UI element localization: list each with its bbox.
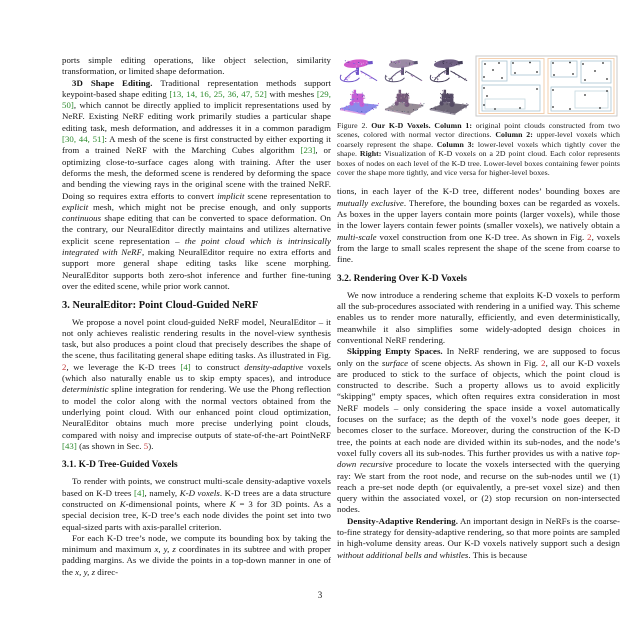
- citation-link[interactable]: [4]: [134, 487, 145, 498]
- text-segment: ).: [148, 440, 154, 451]
- citation-link[interactable]: [43]: [62, 440, 77, 451]
- text-segment: mutually exclusive: [337, 197, 404, 208]
- text-segment: Column 2:: [495, 130, 533, 140]
- text-segment: To render with points, we construct multi-scale density-adaptive voxels based on K-D trees: [62, 476, 331, 498]
- text-segment: Our K-D Voxels.: [371, 121, 431, 130]
- text-segment: Figure 2.: [337, 121, 372, 130]
- figure-image-scene1-original: [337, 55, 381, 85]
- text-segment: x, y, z: [75, 566, 96, 577]
- text-segment: density-adaptive: [244, 361, 304, 372]
- paragraph-kd-voxels: [62, 476, 331, 532]
- citation-link[interactable]: [29, 50]: [62, 88, 331, 111]
- text-segment: coordinates in its subtree and with proper padding margins. As we divide the points in a top-down manner in one of the: [62, 544, 331, 577]
- text-segment: We now introduce a rendering scheme that exploits K-D voxels to perform all the sub-procedures associated with rendering in a unified way. This scheme enables us to render more naturally, efficiently, and even deterministically, meanwhile it also simplifies some widely-adopted design choices in conventional NeRF rendering.: [337, 289, 620, 345]
- text-segment: spline integration for rendering. We use the Phong reflection to model the color along with the normal vectors obtained from the underlying point cloud. With our enhanced point cloud optimization, NeuralEditor obtains much more precise underlying point clouds, compared with noisy and imprecise outputs of state-of-the-art PointNeRF: [62, 384, 331, 440]
- text-segment: Right:: [359, 149, 382, 159]
- paragraph-density-adaptive: [337, 516, 620, 561]
- diagram-level3-box: [575, 91, 608, 108]
- text-segment: Traditional representation methods support keypoint-based shape editing: [62, 77, 331, 99]
- paragraph-continuation: [62, 55, 331, 78]
- text-segment: the point cloud which is intrinsically integrated with NeRF: [62, 235, 331, 258]
- text-segment: lower-level voxels which tightly cover the shape.: [337, 139, 620, 159]
- cross-reference-link[interactable]: 2: [62, 361, 67, 372]
- figure-image-scene1-upper-voxels: [382, 55, 426, 85]
- paragraph-bounding-box: [62, 533, 331, 578]
- text-segment: An important design in NeRFs is the coarse-to-fine strategy for density-adaptive rendering, so that more points are sampled in high-volume density areas. Our K-D voxels natively support such a design: [337, 515, 620, 549]
- text-segment: shape editing that can be converted to space deformation. On the contrary, our NeuralEditor directly maintains and utilizes alternative explicit scene representation –: [62, 213, 331, 246]
- text-segment: We propose a novel point cloud-guided NeRF model, NeuralEditor – it not only achieves realistic rendering results in the novel-view synthesis task, but also produces a point cloud that precisely describes the shape of the scene, thus facilitating general shape editing tasks. As illustrated in Fig.: [62, 316, 331, 361]
- text-segment: voxel construction from one K-D tree. As shown in Fig.: [376, 231, 588, 242]
- pointcloud-image-grid: [337, 55, 471, 116]
- text-segment: , all our K-D voxels are produced to stick to the surface of objects, which the point cloud is constructed to describe. Such a property allows us to avoid explicitly “skipping” empty spaces, which often requires extra consideration in most NeRF models – only considering the space inside a voxel automatically focuses on the surface; as the depth of the voxel’s node goes deeper, it becomes closer to the surface. Moreover, during the construction of the K-D tree, the points at each node are divided within its sub-nodes, and the node’s voxel fully covers all its sub-nodes. This further provides us with a native: [337, 357, 620, 458]
- diagram-level2-box: [551, 87, 611, 111]
- text-segment: original point clouds constructed from two scenes, colored with normal vector directions.: [337, 121, 621, 140]
- cross-reference-link[interactable]: 2: [541, 357, 546, 368]
- text-segment: multi-scale: [337, 231, 377, 242]
- text-segment: Column 3:: [436, 139, 475, 149]
- text-segment: procedure to locate the voxels intersected with the querying ray: We start from the root node, and recurse on the sub-nodes until we (1) reach a pre-set node depth (or equivalently, a pre-set voxel size) and then query within the associated voxel, or (2) stop recursion on non-intersected nodes.: [337, 459, 620, 515]
- diagram-root-box: [476, 56, 617, 116]
- text-segment: to construct: [190, 361, 245, 372]
- text-segment: , which cannot be directly applied to implicit representations used by NeRF. Existing NeRF editing work primarily studies a particular shape editing task, mesh deformation, and addresses it in a common paradigm: [62, 100, 331, 133]
- figure-2-caption: [337, 121, 620, 177]
- page-number: 3: [317, 590, 323, 600]
- citation-link[interactable]: [4]: [180, 361, 191, 372]
- text-segment: . This is because: [468, 549, 528, 560]
- text-segment: , or optimizing close-to-surface cages along with training. After the user deforms the mesh, the deformed scene is rendered by deforming the space and bending the viewing rays in the original scene with the trained NeRF. Doing so requires extra efforts to convert: [62, 145, 331, 201]
- citation-link[interactable]: [13, 14, 16, 25, 36, 47, 52]: [169, 88, 267, 99]
- text-segment: direc-: [95, 566, 119, 577]
- text-segment: with meshes: [266, 88, 317, 99]
- text-segment: voxels (which also naturally enable us to skip empty spaces), and introduce: [62, 361, 331, 384]
- diagram-level1-box-left: [479, 59, 544, 114]
- right-column: [337, 55, 620, 561]
- text-segment: For each K-D tree’s node, we compute its bounding box by taking the minimum and maximum: [62, 532, 331, 555]
- paragraph-propose: [62, 317, 331, 453]
- figure-image-scene2-upper-voxels: [382, 86, 426, 116]
- figure-image-scene2-original: [337, 86, 381, 116]
- text-segment: , namely,: [144, 487, 180, 498]
- left-column: [62, 55, 331, 578]
- text-segment: Visualization of K-D voxels on a 2D point cloud. Each color represents boxes of nodes on each level of the K-D tree. Lower-level boxes containing fewer points cover the shape more tightly, and vice versa for higher-level boxes.: [337, 149, 620, 178]
- text-segment: K: [119, 498, 126, 509]
- text-segment: without additional bells and whistles: [337, 549, 469, 560]
- text-segment: continuous: [62, 213, 102, 224]
- text-segment: . K-D trees are a data structure constructed on: [62, 487, 331, 509]
- text-segment: 3D Shape Editing.: [72, 77, 153, 88]
- section-heading-3-2: 3.2. Rendering Over K-D Voxels: [337, 273, 467, 284]
- text-segment: upper-level voxels which coarsely represent the shape.: [337, 130, 620, 149]
- text-segment: : A mesh of the scene is first constructed by either exporting it from a trained NeRF with the Marching Cubes algorithm: [62, 134, 331, 156]
- text-segment: . Therefore, the bounding boxes can be regarded as voxels. As boxes in the upper layers contain more points (larger voxels), while those in the lower layers contain fewer points (smaller voxels), we natively obtain a: [337, 197, 620, 231]
- text-segment: tions, in each layer of the K-D tree, different nodes’ bounding boxes are: [337, 186, 620, 197]
- paragraph-skipping-empty-spaces: [337, 346, 620, 515]
- section-heading-3-1: 3.1. K-D Tree-Guided Voxels: [62, 460, 178, 471]
- text-segment: x, y, z: [154, 544, 176, 555]
- diagram-points: [483, 62, 608, 110]
- text-segment: mesh, which might not be precise enough, and only supports: [88, 201, 331, 212]
- text-segment: In NeRF rendering, we are supposed to focus only on the: [337, 346, 620, 368]
- diagram-level3-box: [485, 99, 525, 109]
- text-segment: of scene objects. As shown in Fig.: [408, 357, 542, 368]
- text-segment: = 3 for 3D points. As a special decision tree, K-D tree’s each node divides the point set into two equal-sized parts with axis-parallel criterion.: [62, 498, 331, 532]
- figure-image-scene2-lower-voxels: [427, 86, 471, 116]
- text-segment: K-D voxels: [179, 487, 220, 498]
- figure-image-scene1-lower-voxels: [427, 55, 471, 85]
- figure-2: [337, 55, 620, 177]
- text-segment: explicit: [62, 201, 89, 212]
- citation-link[interactable]: [30, 44, 51]: [62, 134, 105, 145]
- text-segment: top-down recursive: [337, 447, 620, 470]
- text-segment: Density-Adaptive Rendering.: [347, 515, 459, 526]
- text-segment: (as shown in Sec.: [76, 440, 144, 451]
- text-segment: surface: [381, 357, 409, 368]
- paragraph-3d-shape-editing: [62, 78, 331, 293]
- cross-reference-link[interactable]: 2: [587, 231, 592, 242]
- section-heading-3: 3. NeuralEditor: Point Cloud-Guided NeRF: [62, 300, 259, 312]
- text-segment: implicit: [217, 190, 245, 201]
- text-segment: Column 1:: [434, 121, 472, 130]
- text-segment: , voxels from the large to small scales represent the shape of the scene from coarse to fine.: [337, 231, 620, 265]
- paragraph-rendering-scheme: [337, 290, 620, 346]
- text-segment: -dimensional points, where: [125, 498, 230, 509]
- text-segment: scene representation to: [244, 190, 331, 201]
- text-segment: K: [229, 498, 236, 509]
- cross-reference-link[interactable]: 5: [143, 440, 149, 451]
- citation-link[interactable]: [23]: [300, 145, 316, 156]
- text-segment: Skipping Empty Spaces.: [347, 346, 443, 357]
- text-segment: , making NeuralEditor require no extra efforts and support more general shape editing tasks like scene morphing. NeuralEditor supports both zero-shot inference and further fine-tuning over the edited scene, while prior work cannot.: [62, 247, 331, 291]
- paragraph-bounding-continuation: [337, 186, 620, 265]
- text-segment: , we leverage the K-D trees: [66, 361, 181, 372]
- diagram-level2-box: [482, 85, 540, 111]
- text-segment: deterministic: [62, 384, 109, 395]
- figure-2-graphics: [337, 55, 620, 117]
- kd-voxels-2d-diagram: [475, 55, 618, 117]
- text-segment: ports simple editing operations, like object selection, similarity transformation, or limited shape deformation.: [62, 55, 331, 77]
